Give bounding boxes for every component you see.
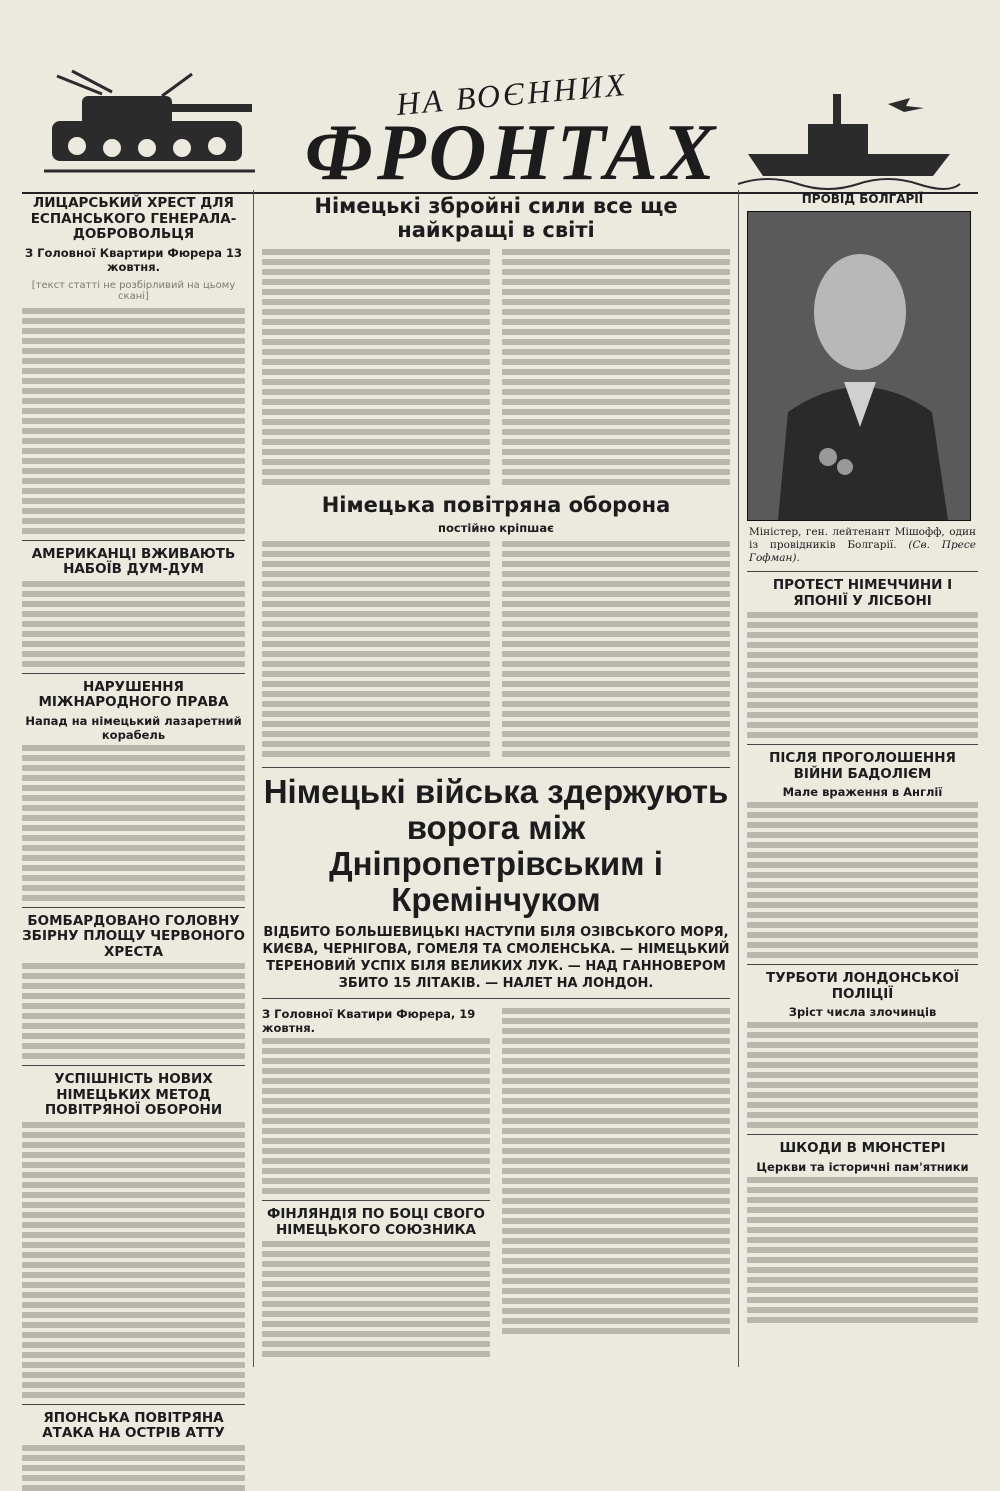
headline: ЛИЦАРСЬКИЙ ХРЕСТ ДЛЯ ЕСПАНСЬКОГО ГЕНЕРАЛА-ДОБРОВОЛЬЦЯ bbox=[30, 195, 237, 243]
photo-credit: (Св. Пресе Гофман). bbox=[749, 539, 976, 564]
headline: НАРУШЕННЯ МІЖНАРОДНОГО ПРАВА bbox=[38, 678, 229, 711]
photo-caption-text: Міністер, ген. лейтенант Мішофф, один із провідників Болгарії. bbox=[749, 526, 976, 551]
column-center bbox=[262, 190, 730, 1367]
subheadline: Зріст числа злочинців bbox=[788, 1005, 937, 1020]
article-body bbox=[262, 538, 730, 761]
masthead-kicker: НА ВОЄННИХ bbox=[394, 65, 630, 123]
headline: ТУРБОТИ ЛОНДОНСЬКОЇ ПОЛІЦІЇ bbox=[765, 970, 959, 1002]
tank-illustration-icon bbox=[42, 66, 257, 184]
article-lead: З Головної Квартири Фюрера 13 жовтня. bbox=[24, 245, 243, 274]
photo-caption bbox=[749, 526, 976, 565]
masthead-title-block bbox=[272, 65, 752, 197]
headline: ШКОДИ В МЮНСТЕРІ bbox=[779, 1140, 946, 1157]
headline: ЯПОНСЬКА ПОВІТРЯНА АТАКА НА ОСТРІВ АТТУ bbox=[42, 1409, 225, 1442]
portrait-photo bbox=[747, 211, 971, 521]
headline: ПРОТЕСТ НІМЕЧЧИНИ І ЯПОНІЇ У ЛІСБОНІ bbox=[772, 577, 953, 609]
subheadline: Церкви та історичні пам'ятники bbox=[756, 1159, 969, 1174]
headline: УСПІШНІСТЬ НОВИХ НІМЕЦЬКИХ МЕТОД ПОВІТРЯНОЇ ОБОРОНИ bbox=[44, 1071, 223, 1119]
column-right bbox=[738, 190, 978, 1367]
portrait-silhouette-icon bbox=[748, 212, 970, 520]
main-headline: Німецькі війська здержують ворога між Дніпропетрівським і Кремінчуком bbox=[263, 773, 729, 919]
illegible-text-note: [текст статті не розбірливий на цьому скані] bbox=[31, 279, 236, 302]
warship-illustration-icon bbox=[738, 84, 960, 194]
headline: ПІСЛЯ ПРОГОЛОШЕННЯ ВІЙНИ БАДОЛІЄМ bbox=[769, 750, 956, 782]
headline-summary: ВІДБИТО БОЛЬШЕВИЦЬКІ НАСТУПИ БІЛЯ ОЗІВСЬКОГО МОРЯ, КИЄВА, ЧЕРНІГОВА, ГОМЕЛЯ ТА СМОЛЕНСЬКА. — НІМЕЦЬКИЙ ТЕРЕНОВИЙ УСПІХ БІЛЯ ВЕЛИКИХ ЛУК. — НАД ГАННОВЕРОМ ЗБИТО 15 ЛІТАКІВ. — НАЛЕТ НА ЛОНДОН. bbox=[262, 925, 730, 992]
headline: АМЕРИКАНЦІ ВЖИВАЮТЬ НАБОЇВ ДУМ-ДУМ bbox=[31, 545, 236, 578]
photo-headline: ПРОВІД БОЛГАРІЇ bbox=[801, 192, 924, 206]
headline: ФІНЛЯНДІЯ ПО БОЦІ СВОГО НІМЕЦЬКОГО СОЮЗНИКА bbox=[267, 1206, 485, 1238]
article-body bbox=[262, 1005, 730, 1361]
subheadline: Мале враження в Англії bbox=[782, 785, 943, 800]
article-body bbox=[262, 246, 730, 489]
article-lead: З Головної Кватири Фюрера, 19 жовтня. bbox=[262, 1007, 476, 1036]
subheadline: постійно кріпшає bbox=[438, 521, 554, 536]
subheadline: Напад на німецький лазаретний корабель bbox=[25, 713, 242, 742]
headline: БОМБАРДОВАНО ГОЛОВНУ ЗБІРНУ ПЛОЩУ ЧЕРВОНОГО ХРЕСТА bbox=[22, 912, 245, 960]
column-left bbox=[22, 190, 254, 1442]
masthead-title: ФРОНТАХ bbox=[304, 109, 720, 197]
headline: Німецькі збройні сили все ще найкращі в світі bbox=[314, 194, 678, 243]
masthead bbox=[22, 14, 978, 197]
headline: Німецька повітряна оборона bbox=[321, 493, 671, 518]
